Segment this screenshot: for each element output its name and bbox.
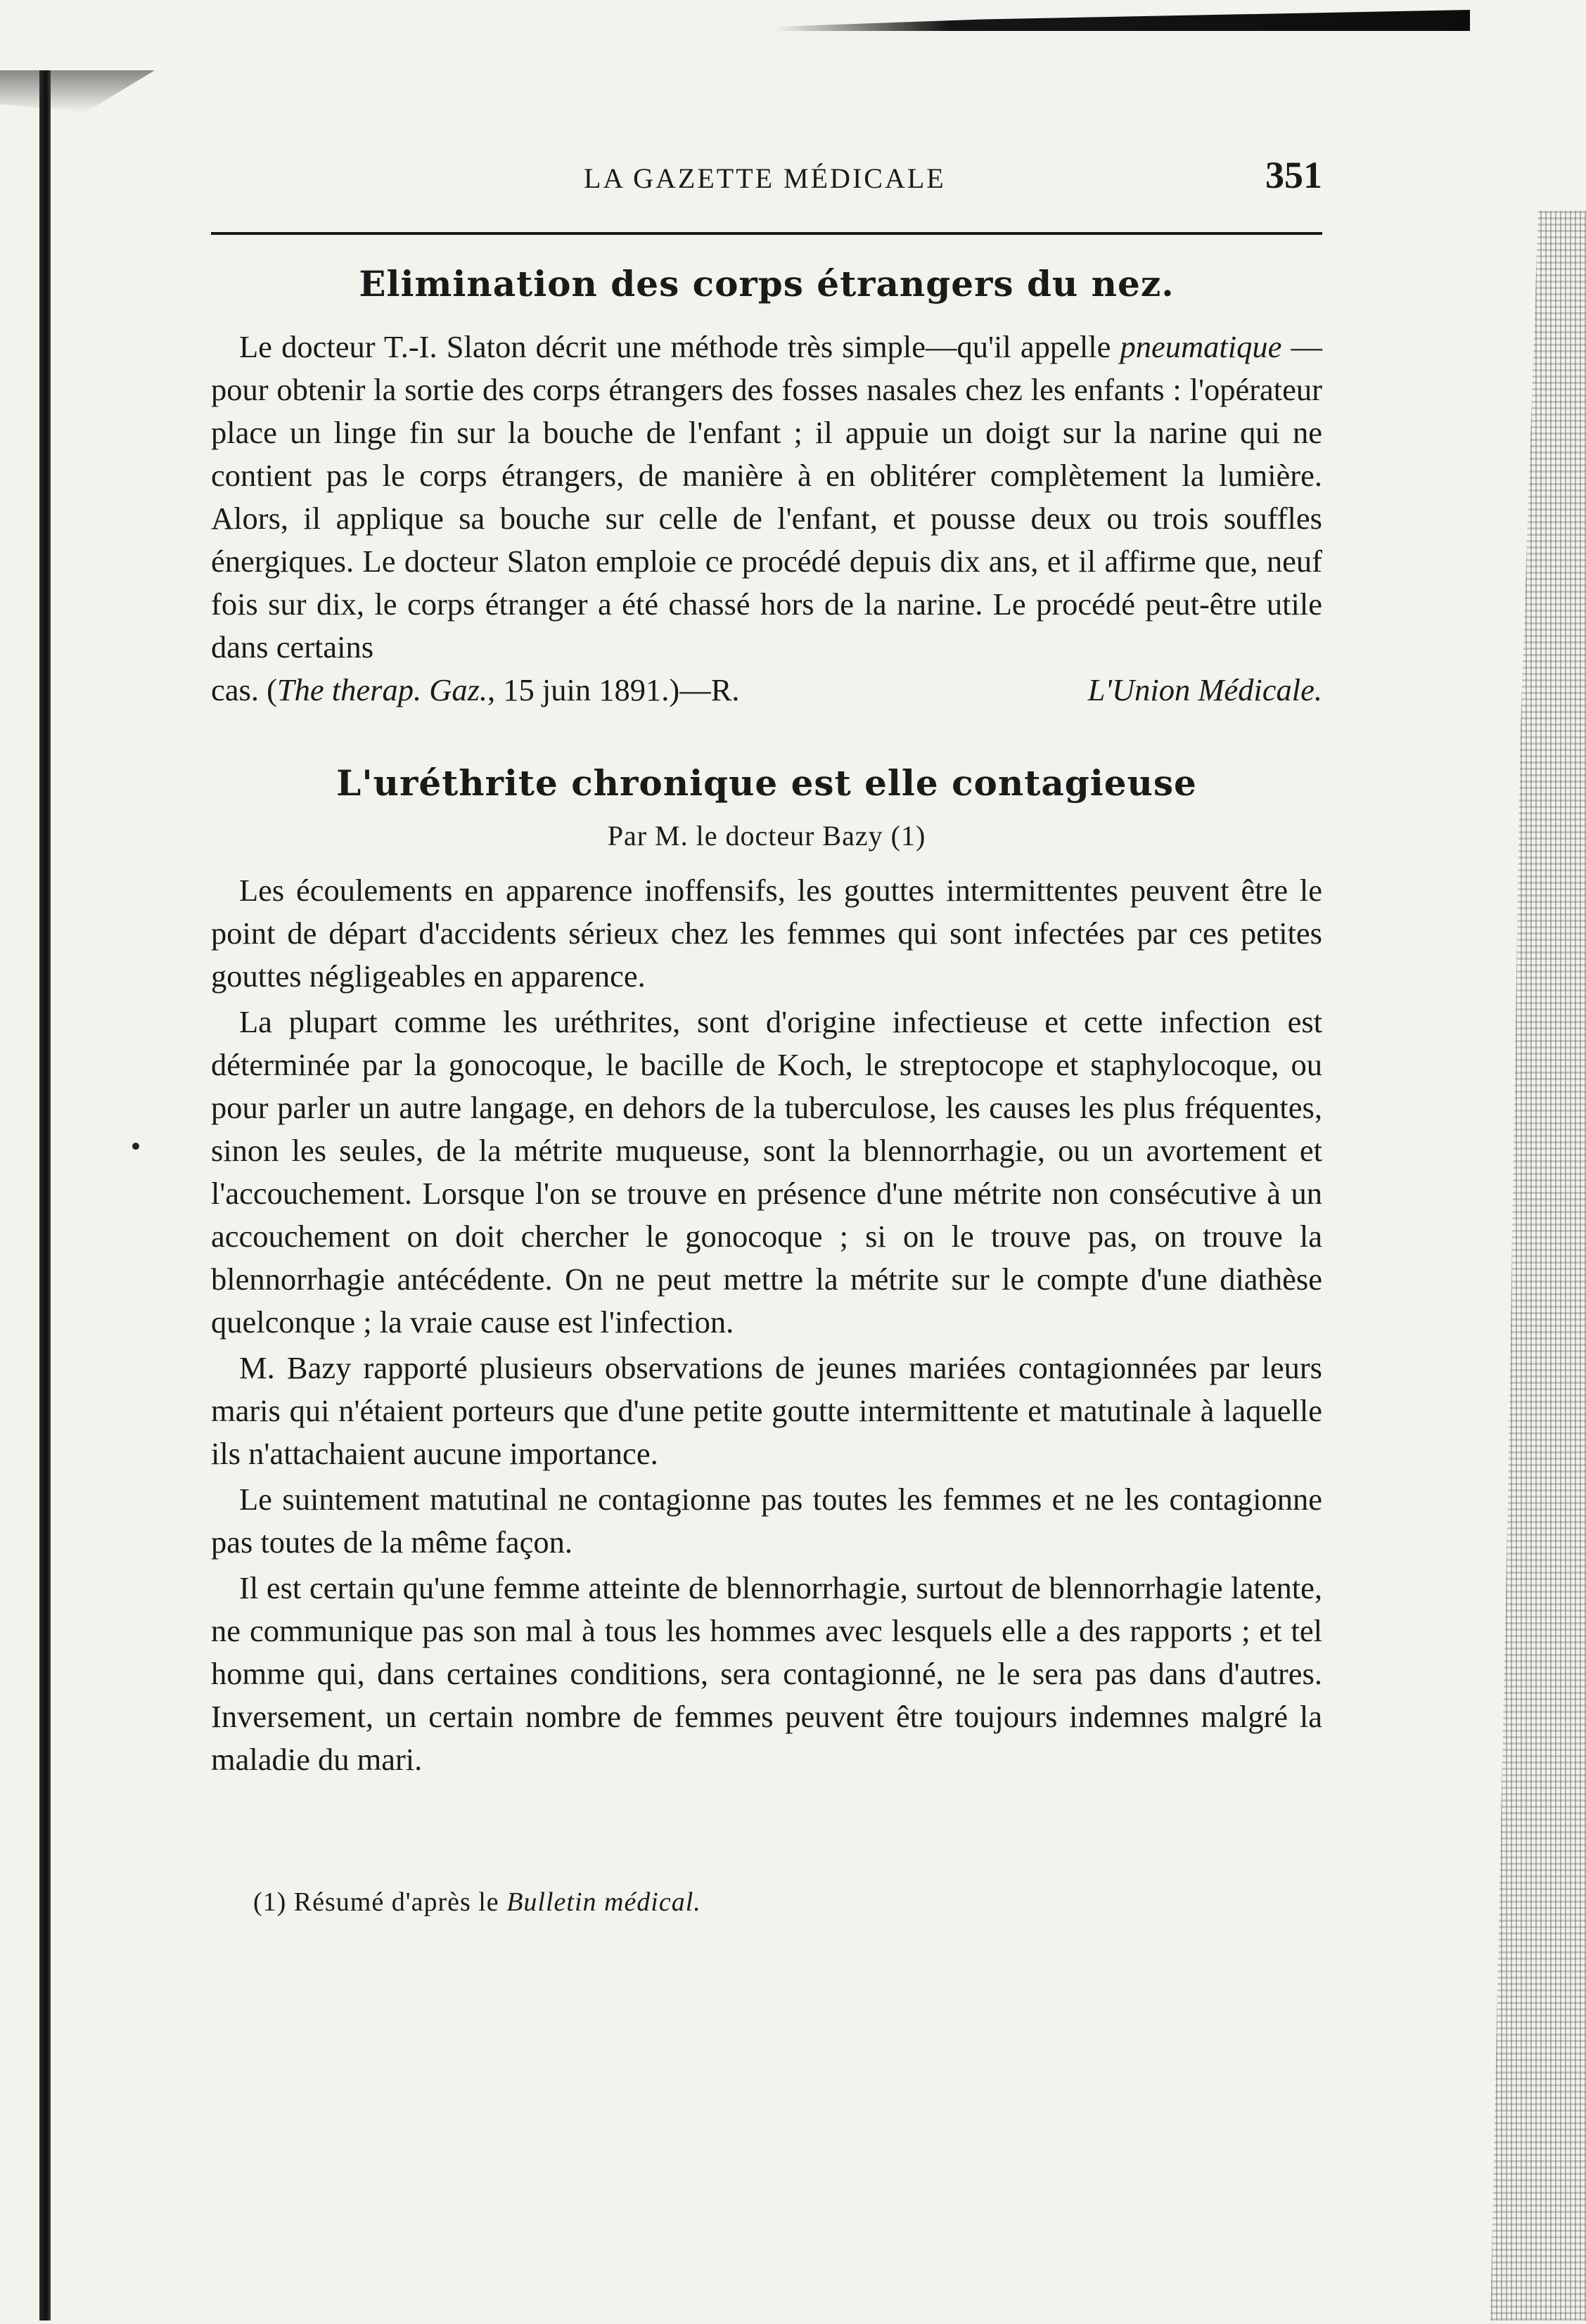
scan-top-rule [774,10,1470,31]
citation-prefix: cas. ( [211,672,277,707]
header-rule [211,232,1322,235]
article-1-citation [211,669,1322,712]
running-title: LA GAZETTE MÉDICALE [584,162,946,194]
footnote-prefix: (1) Résumé d'après le [253,1887,507,1917]
article-2-paragraph-4: Le suintement matutinal ne contagionne pas toutes les femmes et ne les contagionne pas toutes de la même façon. [211,1482,1322,1560]
article-1-text-end: —pour obtenir la sortie des corps étrangers des fosses nasales chez les enfants : l'opérateur place un linge fin sur la bouche de l'enfant ; il appuie un doigt sur la narine qui ne contient pas le corps étrangers, de manière à en oblitérer complètement la lumière. Alors, il applique sa bouche sur celle de l'enfant, et pousse deux ou trois souffles énergiques. Le docteur Slaton emploie ce procédé depuis dix ans, et il affirme que, neuf fois sur dix, le corps étranger a été chassé hors de la narine. Le procédé peut-être utile dans certains [211,329,1322,665]
article-2-paragraph-5: Il est certain qu'une femme atteinte de blennorrhagie, surtout de blennorrhagie latente, ne communique pas son mal à tous les hommes avec lesquels elle a des rapports ; et tel homme qui, dans certaines conditions, sera contagionné, ne le sera pas dans d'autres. Inversement, un certain nombre de femmes peuvent être toujours indemnes malgré la maladie du mari. [211,1570,1322,1777]
footnote [253,1887,1322,1918]
article-2-title: L'uréthrite chronique est elle contagieuse [336,762,1197,804]
footnote-source: Bulletin médical. [506,1887,701,1917]
margin-dot [132,1143,139,1150]
page [211,148,1322,1918]
scan-left-spine [39,70,51,2320]
article-2-paragraph-1: Les écoulements en apparence inoffensifs, les gouttes intermittentes peuvent être le point de départ d'accidents sérieux chez les femmes qui sont infectées par ces petites gouttes négligeables en apparence. [211,873,1322,994]
article-1-italic-term: pneumatique [1120,329,1282,364]
page-number: 351 [1265,154,1322,196]
running-head [211,148,1322,197]
citation-journal: The therap. Gaz. [276,672,488,707]
article-1-text-start: Le docteur T.-I. Slaton décrit une méthode très simple—qu'il appelle [239,329,1120,364]
article-2-paragraph-3: M. Bazy rapporté plusieurs observations de jeunes mariées contagionnées par leurs maris qui n'étaient porteurs que d'une petite goutte intermittente et matutinale à laquelle ils n'attachaient aucune importance. [211,1350,1322,1471]
scan-right-edge [1466,211,1586,2320]
citation-left [211,669,740,712]
article-2-byline: Par M. le docteur Bazy (1) [607,820,926,852]
article-2-paragraph-2: La plupart comme les uréthrites, sont d'origine infectieuse et cette infection est déterminée par la gonocoque, le bacille de Koch, le streptocope et staphylocoque, ou pour parler un autre langage, en dehors de la tuberculose, les causes les plus fréquentes, sinon les seules, de la métrite muqueuse, sont la blennorrhagie, ou un avortement et l'accouchement. Lorsque l'on se trouve en présence d'une métrite non consécutive à un accouchement on doit chercher le gonocoque ; si on le trouve pas, on trouve la blennorrhagie antécédente. On ne peut mettre la métrite sur le compte d'une diathèse quelconque ; la vraie cause est l'infection. [211,1004,1322,1340]
citation-suffix: , 15 juin 1891.)—R. [487,672,740,707]
citation-source: L'Union Médicale. [1087,672,1322,707]
article-1-title: Elimination des corps étrangers du nez. [359,263,1175,304]
scan-left-corner [0,70,155,113]
article-1-body [211,326,1322,669]
